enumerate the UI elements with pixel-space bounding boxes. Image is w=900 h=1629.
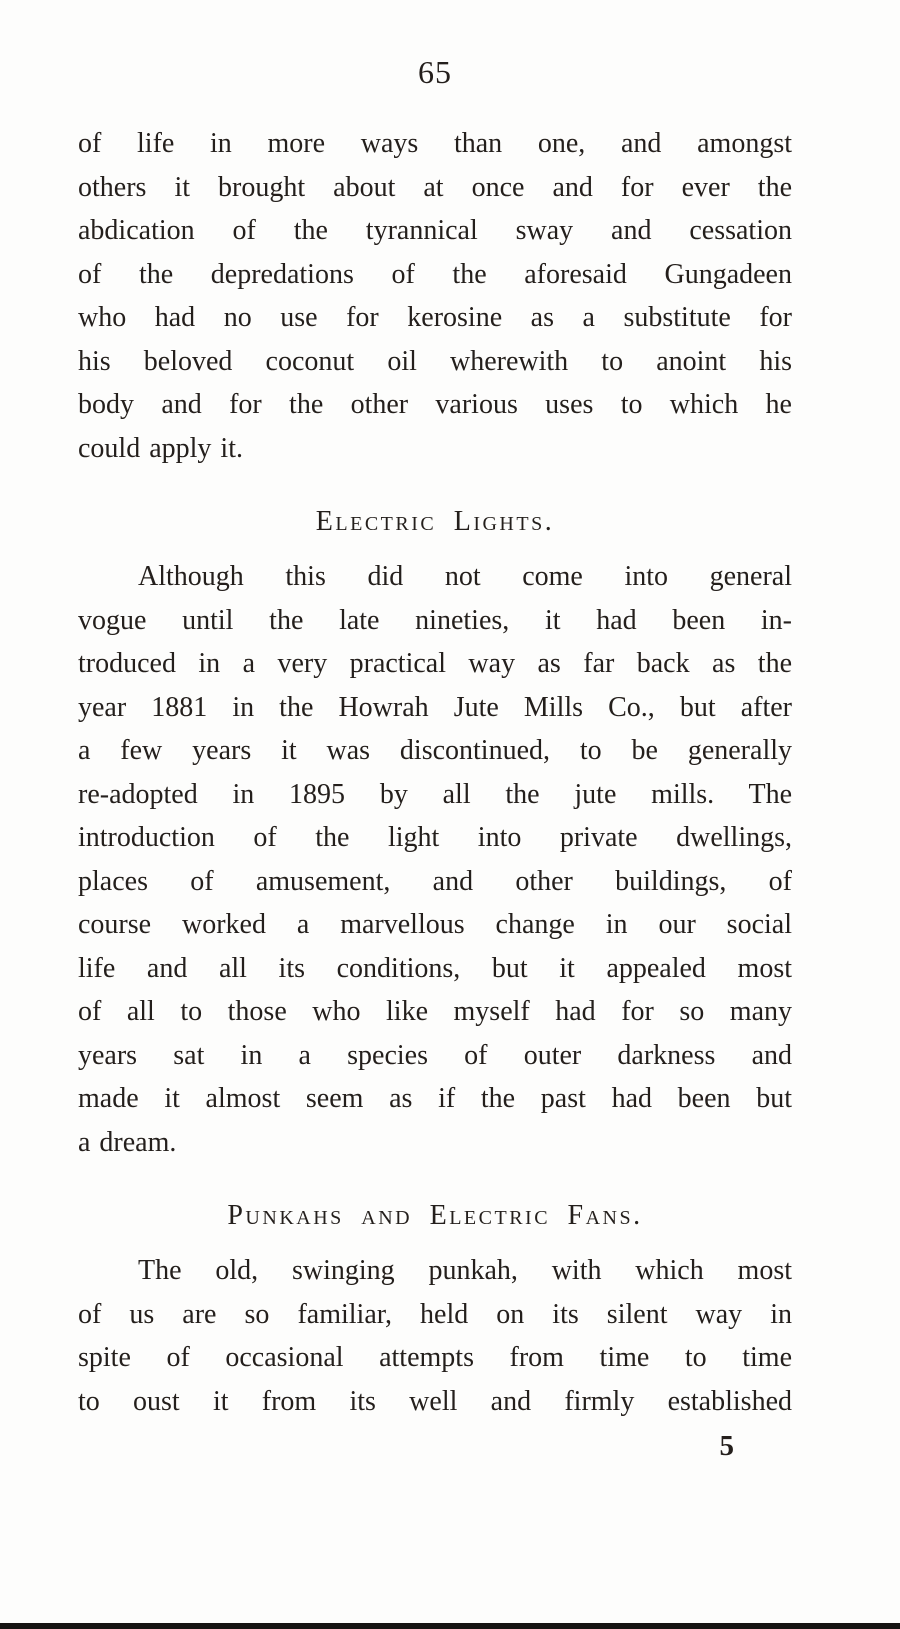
- text-line: of us are so familiar, held on its silent way in: [78, 1298, 792, 1330]
- text-line: of life in more ways than one, and amongst: [78, 128, 792, 159]
- text-line: who had no use for kerosine as a substitute for: [78, 302, 792, 333]
- text-line: of the depredations of the aforesaid Gungadeen: [78, 258, 792, 290]
- text-line: could apply it.: [78, 432, 243, 464]
- text-line: his beloved coconut oil wherewith to anoint his: [78, 345, 792, 377]
- text-line: course worked a marvellous change in our social: [78, 909, 792, 940]
- text-line: of all to those who like myself had for so many: [78, 996, 792, 1027]
- scan-edge-artifact: [0, 1623, 900, 1629]
- paragraph-punkahs: [78, 1249, 792, 1423]
- paragraph-electric-lights: [78, 555, 792, 1164]
- text-line: spite of occasional attempts from time to time: [78, 1342, 792, 1373]
- paragraph-continuation: [78, 122, 792, 470]
- text-line: made it almost seem as if the past had been but: [78, 1083, 792, 1114]
- section-heading-punkahs-and-electric-fans: Punkahs and Electric Fans.: [227, 1200, 643, 1231]
- text-line: introduction of the light into private dwellings,: [78, 822, 792, 853]
- text-line: Although this did not come into general: [138, 561, 792, 592]
- page-number: 65: [418, 54, 452, 90]
- text-line: a dream.: [78, 1126, 177, 1158]
- section-heading-electric-lights: Electric Lights.: [315, 506, 555, 537]
- text-line: life and all its conditions, but it appealed most: [78, 952, 792, 984]
- signature-mark: 5: [719, 1430, 734, 1462]
- text-line: body and for the other various uses to which he: [78, 389, 792, 420]
- text-line: to oust it from its well and firmly established: [78, 1385, 792, 1417]
- text-line: troduced in a very practical way as far back as the: [78, 648, 792, 679]
- text-line: years sat in a species of outer darkness and: [78, 1039, 792, 1071]
- text-line: The old, swinging punkah, with which most: [138, 1255, 792, 1286]
- text-line: a few years it was discontinued, to be generally: [78, 735, 792, 766]
- page-content: [78, 52, 792, 1468]
- text-line: others it brought about at once and for ever the: [78, 171, 792, 203]
- text-line: year 1881 in the Howrah Jute Mills Co., but after: [78, 691, 792, 723]
- text-line: places of amusement, and other buildings, of: [78, 865, 792, 897]
- text-line: abdication of the tyrannical sway and cessation: [78, 215, 792, 246]
- text-line: re-adopted in 1895 by all the jute mills. The: [78, 778, 792, 810]
- text-line: vogue until the late nineties, it had been in-: [78, 604, 792, 636]
